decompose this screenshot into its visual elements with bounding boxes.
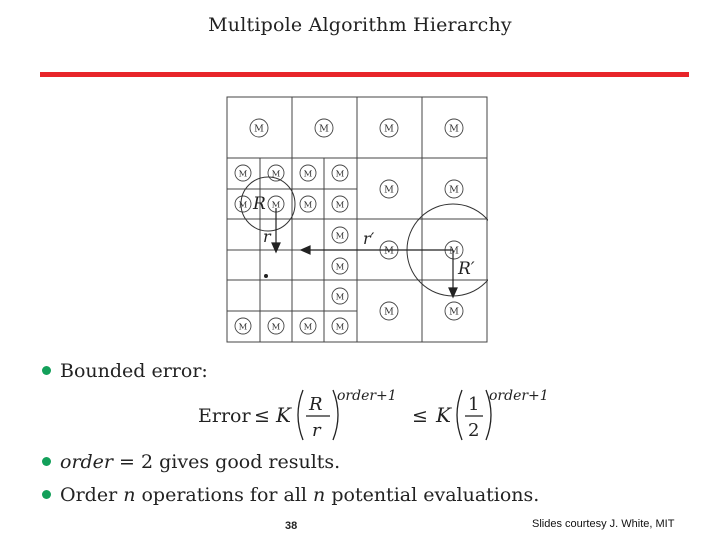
bullet-text: Bounded error:	[60, 360, 208, 382]
multipole-cell-label: M	[271, 200, 281, 211]
bullet-italic-n: n	[123, 484, 136, 506]
formula-leq-2: ≤	[412, 405, 428, 427]
bullet-dot	[42, 490, 51, 499]
error-bound-formula	[196, 384, 576, 446]
bullet-order-2	[42, 451, 340, 473]
multipole-cell-label: M	[449, 306, 459, 318]
bullet-dot	[42, 457, 51, 466]
formula-exponent-1: order+1	[337, 388, 397, 404]
formula-num-R: R	[309, 394, 323, 415]
slide-title: Multipole Algorithm Hierarchy	[208, 14, 512, 36]
bullet-text: operations for all	[135, 484, 314, 506]
multipole-cell-label: M	[335, 292, 345, 303]
bullet-italic-order: order	[60, 451, 114, 473]
formula-num-1: 1	[468, 394, 480, 415]
bullet-text: potential evaluations.	[325, 484, 540, 506]
formula-error-word: Error	[198, 405, 251, 427]
multipole-cell-label: M	[271, 169, 281, 180]
formula-exponent-2: order+1	[489, 388, 549, 404]
bullet-dot	[42, 366, 51, 375]
multipole-cell-label: M	[384, 306, 394, 318]
multipole-cell-label: M	[384, 184, 394, 196]
multipole-cell-label: M	[303, 200, 313, 211]
formula-K-1: K	[276, 403, 291, 427]
label-r: r	[263, 227, 271, 246]
arrows	[272, 208, 457, 297]
formula-K-2: K	[436, 403, 451, 427]
multipole-cell-label: M	[384, 123, 394, 135]
title-underline	[40, 72, 689, 77]
formula-den-r: r	[312, 420, 321, 441]
multipole-cell-label: M	[238, 200, 248, 211]
multipole-cell-label: M	[335, 262, 345, 273]
bullet-bounded-error	[42, 360, 208, 382]
slide-credit: Slides courtesy J. White, MIT	[532, 518, 675, 530]
multipole-cell-label: M	[238, 169, 248, 180]
multipole-cell-label: M	[303, 322, 313, 333]
label-R: R	[253, 194, 266, 214]
multipole-cell-label: M	[319, 123, 329, 135]
multipole-cell-label: M	[335, 169, 345, 180]
multipole-cell-label: M	[335, 322, 345, 333]
formula-leq-1: ≤	[254, 405, 270, 427]
bullet-italic-n: n	[313, 484, 326, 506]
multipole-cell-label: M	[449, 245, 459, 257]
label-R-prime: R′	[458, 259, 475, 279]
formula-den-2: 2	[468, 420, 480, 441]
multipole-cell-label: M	[238, 322, 248, 333]
evaluation-point	[264, 274, 268, 278]
multipole-hierarchy-diagram	[226, 96, 488, 344]
multipole-cell-label: M	[271, 322, 281, 333]
multipole-cell-label: M	[254, 123, 264, 135]
bullet-text: = 2 gives good results.	[113, 451, 341, 473]
page-number: 38	[285, 520, 298, 532]
multipole-cell-label: M	[335, 200, 345, 211]
multipole-cell-label: M	[303, 169, 313, 180]
bullet-text: Order	[60, 484, 124, 506]
multipole-cell-label: M	[449, 184, 459, 196]
bullet-order-n	[42, 484, 539, 506]
multipole-cell-label: M	[449, 123, 459, 135]
label-r-prime: r′	[363, 229, 375, 248]
multipole-cell-label: M	[335, 231, 345, 242]
multipole-cell-label: M	[384, 245, 394, 257]
